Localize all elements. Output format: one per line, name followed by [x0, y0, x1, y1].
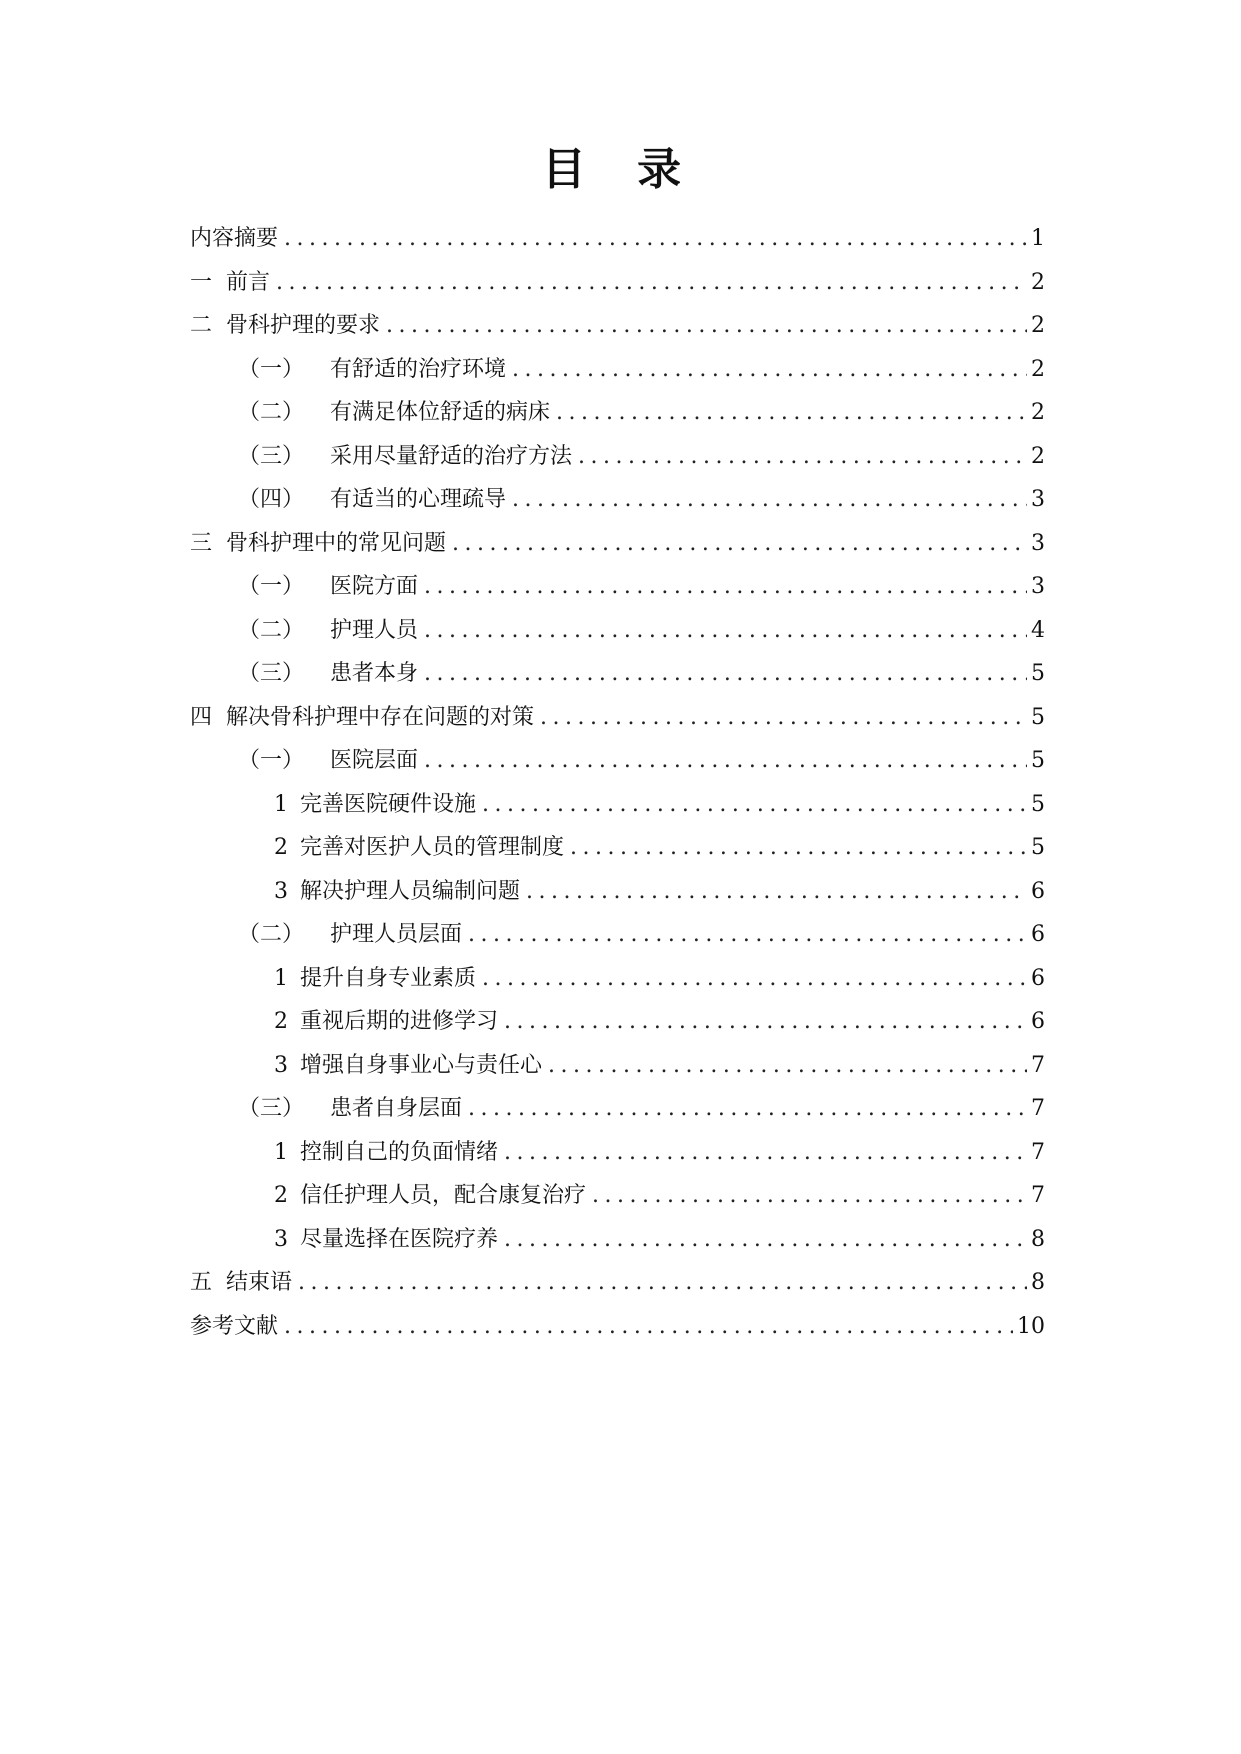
toc-entry-title: 增强自身事业心与责任心 — [300, 1052, 543, 1078]
toc-page-number: 2 — [1031, 269, 1045, 295]
toc-entry[interactable] — [190, 701, 1045, 735]
toc-entry-number: 1 — [274, 791, 288, 817]
toc-entry[interactable] — [238, 657, 1045, 691]
toc-page-number: 2 — [1031, 356, 1045, 382]
toc-entry-title: 采用尽量舒适的治疗方法 — [330, 443, 573, 469]
toc-entry[interactable] — [274, 1136, 1045, 1170]
toc-entry[interactable] — [190, 222, 1045, 256]
toc-leader-dots — [482, 962, 1027, 996]
toc-page-number: 7 — [1031, 1052, 1045, 1078]
toc-leader-dots — [424, 657, 1027, 691]
toc-entry[interactable] — [274, 962, 1045, 996]
toc-leader-dots — [504, 1005, 1027, 1039]
toc-page-number: 5 — [1031, 661, 1045, 686]
toc-entry[interactable] — [274, 1005, 1045, 1039]
toc-entry[interactable] — [238, 570, 1045, 604]
toc-entry[interactable] — [238, 744, 1045, 778]
toc-entry-number: （三） — [238, 443, 305, 469]
toc-entry-title: 完善医院硬件设施 — [300, 791, 477, 817]
toc-leader-dots — [424, 744, 1027, 778]
toc-entry-number: （二） — [238, 617, 305, 643]
toc-entry[interactable] — [190, 1310, 1045, 1344]
toc-entry[interactable] — [190, 309, 1045, 343]
toc-entry-number: 二 — [190, 313, 213, 338]
toc-leader-dots — [548, 1049, 1027, 1083]
toc-entry[interactable] — [274, 788, 1045, 822]
toc-entry-title: 医院方面 — [330, 574, 419, 599]
toc-leader-dots — [386, 309, 1027, 343]
toc-page-number: 2 — [1031, 313, 1045, 338]
toc-entry-title: 解决骨科护理中存在问题的对策 — [226, 704, 535, 730]
toc-entry-title: 尽量选择在医院疗养 — [300, 1226, 499, 1252]
toc-entry-title: 内容摘要 — [190, 226, 279, 251]
toc-leader-dots — [452, 527, 1027, 561]
toc-leader-dots — [276, 266, 1027, 300]
toc-leader-dots — [424, 570, 1027, 604]
toc-entry[interactable] — [238, 918, 1045, 952]
toc-entry-title: 结束语 — [226, 1270, 293, 1295]
toc-page-number: 5 — [1031, 835, 1045, 860]
toc-leader-dots — [284, 1310, 1013, 1344]
toc-entry[interactable] — [190, 266, 1045, 300]
toc-entry-title: 骨科护理的要求 — [226, 313, 381, 338]
toc-entry-title: 前言 — [226, 269, 271, 295]
toc-entry-number: （一） — [238, 748, 305, 773]
toc-page-number: 5 — [1031, 748, 1045, 773]
toc-page-number: 6 — [1031, 1009, 1045, 1034]
toc-page-number: 8 — [1031, 1270, 1045, 1295]
toc-entry-number: 2 — [274, 1009, 288, 1034]
toc-page-number: 8 — [1031, 1226, 1045, 1252]
toc-entry-title: 控制自己的负面情绪 — [300, 1139, 499, 1165]
toc-entry-number: 1 — [274, 965, 288, 991]
toc-entry-title: 护理人员 — [330, 617, 419, 643]
toc-page-number: 7 — [1031, 1183, 1045, 1208]
page-title: 目 录 — [541, 144, 700, 195]
toc-entry[interactable] — [274, 875, 1045, 909]
toc-entry-title: 患者本身 — [330, 661, 419, 686]
toc-leader-dots — [526, 875, 1027, 909]
toc-leader-dots — [468, 1092, 1027, 1126]
toc-leader-dots — [504, 1223, 1027, 1257]
toc-entry-number: 一 — [190, 269, 213, 295]
toc-entry[interactable] — [238, 614, 1045, 648]
toc-entry[interactable] — [238, 1092, 1045, 1126]
toc-entry-number: （一） — [238, 356, 305, 382]
toc-entry-number: （三） — [238, 1096, 305, 1121]
toc-page-number: 6 — [1031, 922, 1045, 947]
toc-page-number: 3 — [1031, 574, 1045, 599]
toc-entry-title: 有舒适的治疗环境 — [330, 356, 507, 382]
toc-entry-title: 信任护理人员，配合康复治疗 — [300, 1183, 587, 1208]
toc-leader-dots — [482, 788, 1027, 822]
toc-entry[interactable] — [190, 527, 1045, 561]
toc-leader-dots — [578, 440, 1027, 474]
toc-entry-number: 3 — [274, 878, 288, 904]
toc-page-number: 4 — [1031, 617, 1045, 643]
toc-entry[interactable] — [274, 831, 1045, 865]
toc-leader-dots — [504, 1136, 1027, 1170]
toc-entry[interactable] — [190, 1266, 1045, 1300]
toc-entry-title: 提升自身专业素质 — [300, 965, 477, 991]
toc-page-number: 3 — [1031, 530, 1045, 556]
toc-entry-number: 3 — [274, 1052, 288, 1078]
toc-entry-title: 解决护理人员编制问题 — [300, 878, 521, 904]
toc-entry-number: 五 — [190, 1270, 213, 1295]
toc-entry-number: （四） — [238, 487, 305, 512]
toc-entry-title: 重视后期的进修学习 — [300, 1009, 499, 1034]
toc-entry-number: 2 — [274, 1183, 288, 1208]
toc-entry-title: 有适当的心理疏导 — [330, 487, 507, 512]
toc-entry[interactable] — [238, 396, 1045, 430]
toc-entry[interactable] — [238, 353, 1045, 387]
toc-page-number: 1 — [1031, 226, 1045, 251]
toc-leader-dots — [512, 353, 1027, 387]
toc-page-number: 2 — [1031, 443, 1045, 469]
toc-entry-number: （一） — [238, 574, 305, 599]
toc-leader-dots — [556, 396, 1027, 430]
toc-entry-number: 1 — [274, 1139, 288, 1165]
toc-page-number: 6 — [1031, 965, 1045, 991]
toc-entry[interactable] — [274, 1179, 1045, 1213]
toc-entry-title: 医院层面 — [330, 748, 419, 773]
toc-leader-dots — [468, 918, 1027, 952]
toc-page-number: 7 — [1031, 1139, 1045, 1165]
toc-entry[interactable] — [274, 1049, 1045, 1083]
toc-entry-title: 骨科护理中的常见问题 — [226, 530, 447, 556]
toc-page-number: 5 — [1031, 704, 1045, 730]
toc-page-number: 5 — [1031, 791, 1045, 817]
toc-entry-title: 护理人员层面 — [330, 922, 463, 947]
toc-entry-number: （二） — [238, 400, 305, 425]
toc-page-number: 10 — [1017, 1313, 1045, 1339]
toc-entry-number: 三 — [190, 530, 213, 556]
toc-entry[interactable] — [238, 440, 1045, 474]
toc-leader-dots — [424, 614, 1027, 648]
toc-page-number: 2 — [1031, 400, 1045, 425]
toc-entry-title: 有满足体位舒适的病床 — [330, 400, 551, 425]
toc-entry-title: 患者自身层面 — [330, 1096, 463, 1121]
toc-page-number: 3 — [1031, 487, 1045, 512]
toc-entry-title: 完善对医护人员的管理制度 — [300, 835, 565, 860]
toc-page-number: 6 — [1031, 878, 1045, 904]
toc-entry-number: 3 — [274, 1226, 288, 1252]
toc-leader-dots — [284, 222, 1027, 256]
toc-leader-dots — [592, 1179, 1027, 1213]
toc-entry-number: （三） — [238, 661, 305, 686]
toc-entry-number: （二） — [238, 922, 305, 947]
toc-entry[interactable] — [238, 483, 1045, 517]
toc-leader-dots — [512, 483, 1027, 517]
toc-entry-number: 四 — [190, 704, 213, 730]
toc-leader-dots — [540, 701, 1027, 735]
toc-leader-dots — [570, 831, 1027, 865]
toc-entry-title: 参考文献 — [190, 1313, 279, 1339]
toc-entry-number: 2 — [274, 835, 288, 860]
toc-page-number: 7 — [1031, 1096, 1045, 1121]
toc-entry[interactable] — [274, 1223, 1045, 1257]
toc-leader-dots — [298, 1266, 1027, 1300]
